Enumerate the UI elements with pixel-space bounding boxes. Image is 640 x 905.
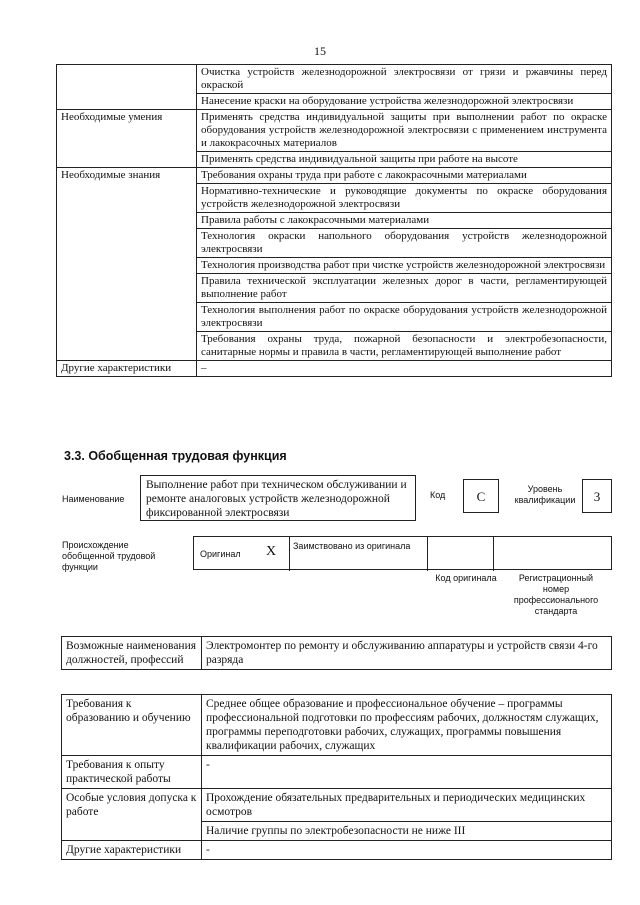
table-cell: - bbox=[202, 841, 612, 860]
table-cell: Нанесение краски на оборудование устройства железнодорожной электросвязи bbox=[197, 94, 612, 110]
table-row bbox=[62, 756, 612, 789]
row-label: Требования к опыту практической работы bbox=[62, 756, 202, 789]
origin-label: Происхождение обобщенной трудовой функции bbox=[62, 540, 156, 572]
table-row bbox=[62, 637, 612, 670]
table-row bbox=[62, 841, 612, 860]
positions-label: Возможные наименования должностей, профессий bbox=[62, 637, 202, 670]
borrowed-label: Заимствовано из оригинала bbox=[290, 537, 428, 571]
row-label-knowledge: Необходимые знания bbox=[57, 168, 197, 361]
requirements-table bbox=[61, 694, 612, 860]
table-row bbox=[57, 65, 612, 94]
row-label-skills: Необходимые умения bbox=[57, 110, 197, 168]
table-cell: Технология выполнения работ по окраске оборудования устройств железнодорожной электросвязи bbox=[197, 303, 612, 332]
table-cell: Очистка устройств железнодорожной электросвязи от грязи и ржавчины перед окраской bbox=[197, 65, 612, 94]
positions-value: Электромонтер по ремонту и обслуживанию аппаратуры и устройств связи 4-го разряда bbox=[202, 637, 612, 670]
reg-number-cell bbox=[494, 537, 613, 571]
table-cell: Наличие группы по электробезопасности не ниже III bbox=[202, 822, 612, 841]
table-cell: Требования охраны труда при работе с лакокрасочными материалами bbox=[197, 168, 612, 184]
skills-knowledge-table bbox=[56, 64, 612, 377]
table-row bbox=[62, 789, 612, 822]
row-label: Требования к образованию и обучению bbox=[62, 695, 202, 756]
code-label: Код bbox=[430, 490, 446, 500]
table-cell: Технология производства работ при чистке устройств железнодорожной электросвязи bbox=[197, 258, 612, 274]
row-label: Особые условия допуска к работе bbox=[62, 789, 202, 841]
table-cell: Применять средства индивидуальной защиты при работе на высоте bbox=[197, 152, 612, 168]
table-row bbox=[57, 361, 612, 377]
table-cell: Применять средства индивидуальной защиты при выполнении работ по окраске оборудования устройств железнодорожной электросвязи с применением инструмента и лакокрасочных материалов bbox=[197, 110, 612, 152]
reg-caption: Регистрационный номер профессионального стандарта bbox=[513, 573, 599, 616]
table-cell: Правила работы с лакокрасочными материалами bbox=[197, 213, 612, 229]
row-label bbox=[57, 65, 197, 110]
origin-row bbox=[193, 536, 612, 570]
table-cell: - bbox=[202, 756, 612, 789]
page-number: 15 bbox=[314, 44, 326, 58]
table-cell: – bbox=[197, 361, 612, 377]
table-cell: Правила технической эксплуатации железных дорог в части, регламентирующей выполнение работ bbox=[197, 274, 612, 303]
table-cell: Технология окраски напольного оборудования устройств железнодорожной электросвязи bbox=[197, 229, 612, 258]
table-row bbox=[62, 695, 612, 756]
table-cell: Требования охраны труда, пожарной безопасности и электробезопасности, санитарные нормы и правила в части, регламентирующей выполнение работ bbox=[197, 332, 612, 361]
section-title: 3.3. Обобщенная трудовая функция bbox=[64, 449, 287, 463]
name-label: Наименование bbox=[62, 494, 125, 504]
table-row bbox=[57, 168, 612, 184]
original-cell bbox=[194, 537, 290, 571]
table-cell: Прохождение обязательных предварительных и периодических медицинских осмотров bbox=[202, 789, 612, 822]
level-value-box: 3 bbox=[582, 479, 612, 513]
function-name-box: Выполнение работ при техническом обслуживании и ремонте аналоговых устройств железнодорожной фиксированной электросвязи bbox=[140, 475, 416, 521]
table-cell: Нормативно-технические и руководящие документы по окраске оборудования устройств железнодорожной электросвязи bbox=[197, 184, 612, 213]
code-caption: Код оригинала bbox=[435, 573, 497, 583]
positions-table bbox=[61, 636, 612, 670]
original-code-cell bbox=[428, 537, 494, 571]
row-label: Другие характеристики bbox=[62, 841, 202, 860]
level-label: Уровень квалификации bbox=[514, 484, 576, 505]
code-value-box: C bbox=[463, 479, 499, 513]
original-mark: X bbox=[266, 544, 277, 559]
row-label-other: Другие характеристики bbox=[57, 361, 197, 377]
table-row bbox=[57, 110, 612, 152]
original-label: Оригинал bbox=[200, 549, 241, 559]
table-cell: Среднее общее образование и профессиональное обучение – программы профессиональной подготовки по профессиям рабочих, должностям служащих, программы переподготовки рабочих, служащих, программы повышения квалификации рабочих, служащих bbox=[202, 695, 612, 756]
